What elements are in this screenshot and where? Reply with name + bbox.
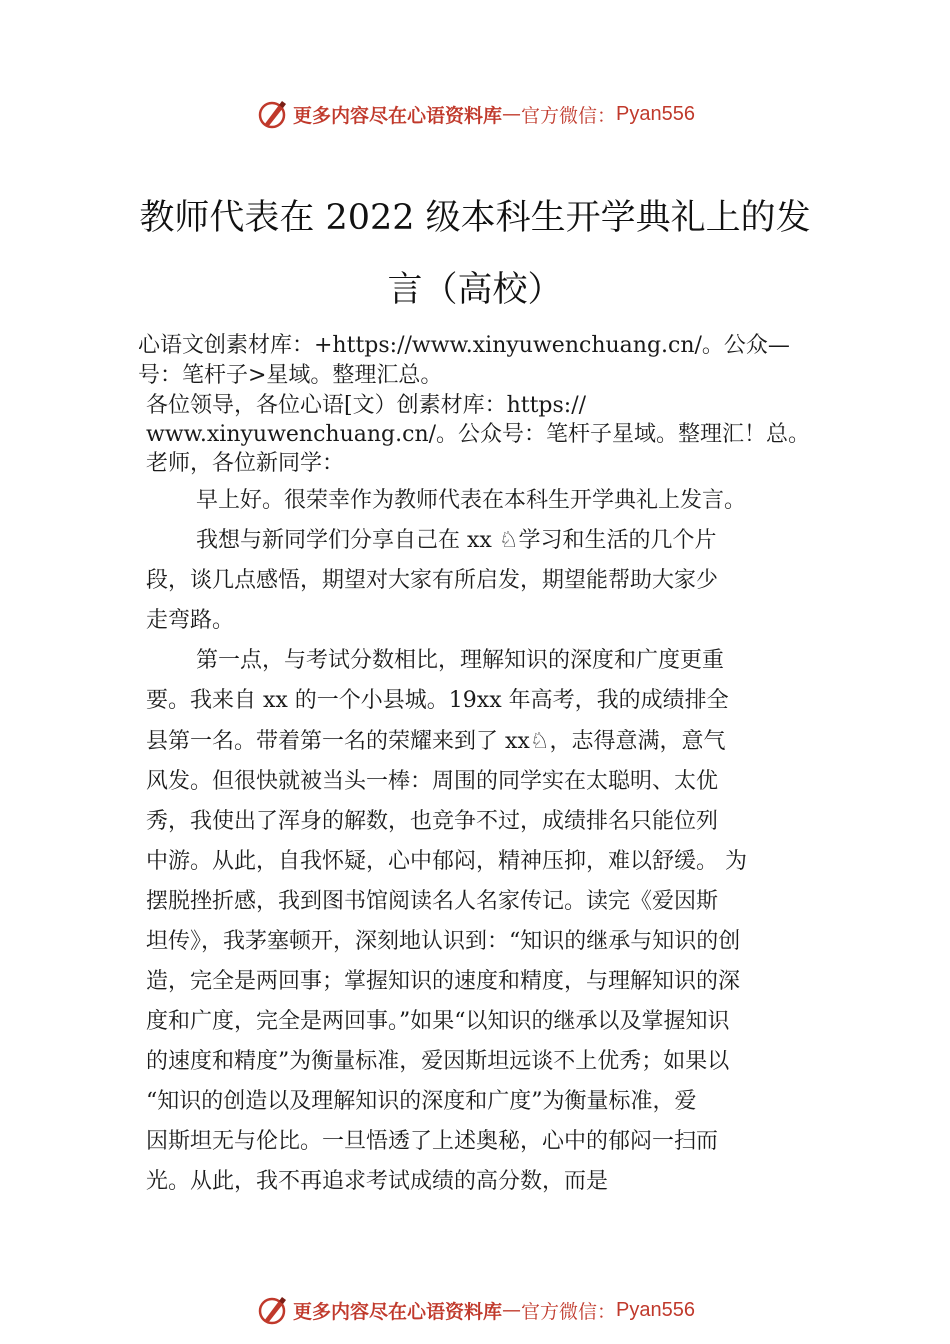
banner-wechat-id: Pyan556 (616, 1298, 695, 1321)
text-line: 走弯路。 (146, 608, 235, 633)
text-line: 风发。但很快就被当头一棒：周围的同学实在太聪明、太优 (146, 769, 719, 794)
banner-wechat-id: Pyan556 (616, 102, 695, 125)
banner-dash: — (502, 1299, 522, 1321)
text-line: 心语文创素材库：+https://www.xinyuwenchuang.cn/。公众— (138, 333, 790, 358)
banner-wechat-label: 官方微信： (521, 1300, 617, 1323)
footer-banner (0, 1290, 950, 1330)
pen-logo-icon (255, 97, 289, 131)
text-line: 县第一名。带着第一名的荣耀来到了 xx♘，志得意满，意气 (146, 729, 726, 754)
header-banner (0, 94, 950, 134)
page-title-line-1: 教师代表在 2022 级本科生开学典礼上的发 (139, 198, 811, 238)
banner-main-text: 更多内容尽在心语资料库 (293, 1300, 503, 1323)
pen-logo-icon (255, 1293, 289, 1327)
page-title-line-2: 言（高校） (387, 270, 563, 310)
text-line: 度和广度，完全是两回事。”如果“以知识的继承以及掌握知识 (146, 1009, 730, 1034)
text-line: 早上好。很荣幸作为教师代表在本科生开学典礼上发言。 (196, 488, 747, 513)
text-line: 号：笔杆子>星域。整理汇总。 (138, 363, 443, 388)
text-line: 各位领导，各位心语[文）创素材库：https:// (146, 393, 587, 418)
banner-dash: — (502, 103, 522, 125)
text-line: www.xinyuwenchuang.cn/。公众号：笔杆子星域。整理汇！总。 (146, 422, 811, 447)
text-line: 光。从此，我不再追求考试成绩的高分数，而是 (146, 1169, 609, 1194)
text-line: 段，谈几点感悟，期望对大家有所启发，期望能帮助大家少 (146, 568, 719, 593)
banner-main-text: 更多内容尽在心语资料库 (293, 104, 503, 127)
text-line: 因斯坦无与伦比。一旦悟透了上述奥秘，心中的郁闷一扫而 (146, 1129, 719, 1154)
text-line: 老师，各位新同学： (146, 451, 345, 476)
text-line: 造，完全是两回事；掌握知识的速度和精度，与理解知识的深 (146, 969, 741, 994)
text-line: 秀，我使出了浑身的解数，也竞争不过，成绩排名只能位列 (146, 809, 719, 834)
text-line: 摆脱挫折感，我到图书馆阅读名人名家传记。读完《爱因斯 (146, 889, 719, 914)
text-line: 我想与新同学们分享自己在 xx ♘学习和生活的几个片 (196, 528, 717, 553)
text-line: “知识的创造以及理解知识的深度和广度”为衡量标准，爱 (146, 1089, 697, 1114)
text-line: 要。我来自 xx 的一个小县城。19xx 年高考，我的成绩排全 (146, 688, 729, 713)
text-line: 的速度和精度”为衡量标准，爱因斯坦远谈不上优秀；如果以 (146, 1049, 730, 1074)
banner-wechat-label: 官方微信： (521, 104, 617, 127)
text-line: 中游。从此，自我怀疑，心中郁闷，精神压抑，难以舒缓。 为 (146, 849, 747, 874)
text-line: 坦传》，我茅塞顿开，深刻地认识到：“知识的继承与知识的创 (146, 929, 741, 954)
text-line: 第一点，与考试分数相比，理解知识的深度和广度更重 (196, 648, 725, 673)
